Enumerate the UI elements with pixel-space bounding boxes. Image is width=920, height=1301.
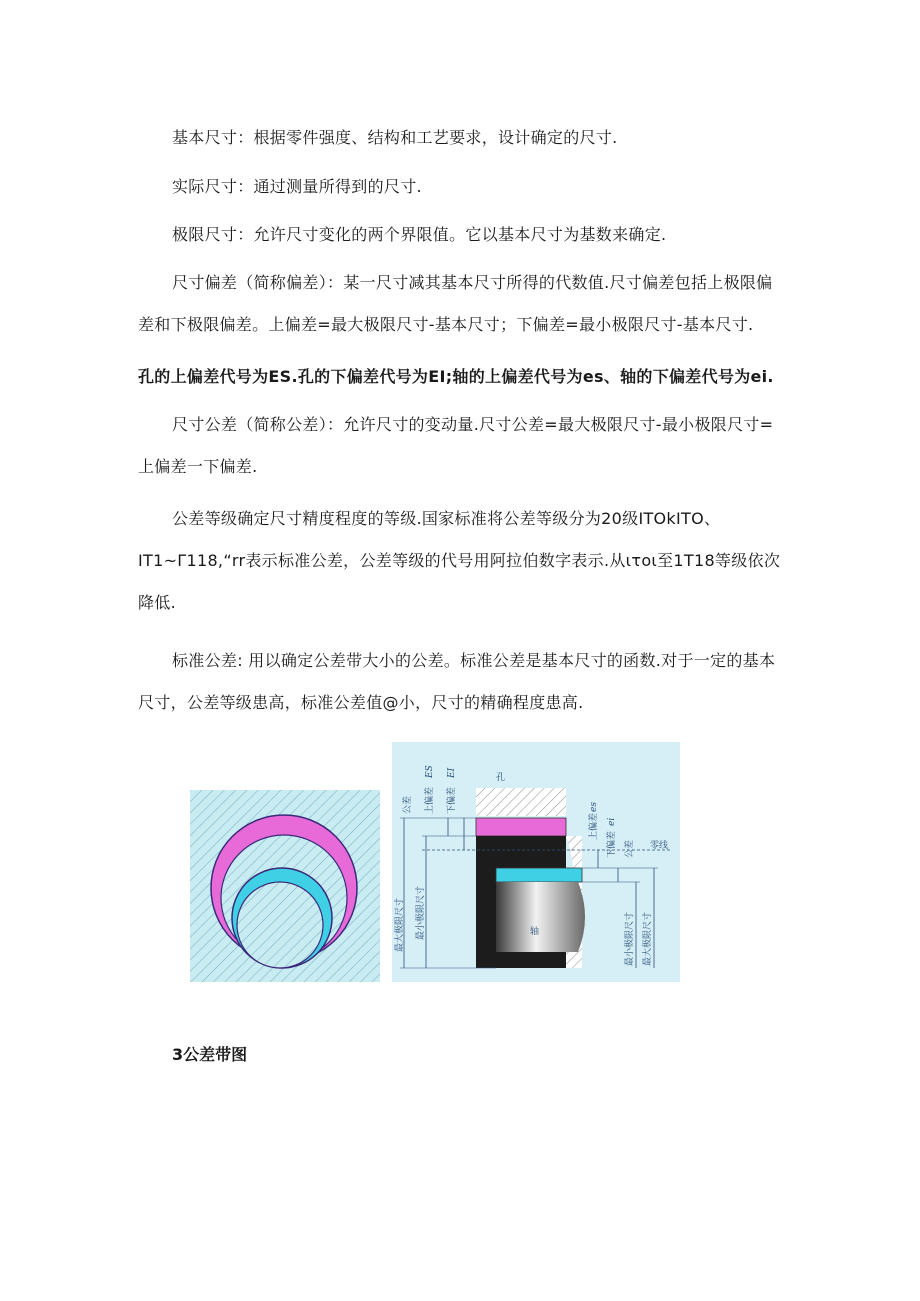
paragraph-tolerance-grade: 公差等级确定尺寸精度程度的等级.国家标准将公差等级分为20级ITOkITO、IT1~Γ118,“rr表示标准公差，公差等级的代号用阿拉伯数字表示.从ιτoι至1T18等级依次降低. — [138, 509, 781, 612]
shaft-tolerance-band — [496, 868, 582, 882]
paragraph-size-tolerance: 尺寸公差（简称公差）：允许尺寸的变动量.尺寸公差=最大极限尺寸-最小极限尺寸=上偏差一下偏差. — [138, 415, 774, 476]
hole-tolerance-band — [476, 818, 566, 836]
paragraph-size-deviation: 尺寸偏差（简称偏差）：某一尺寸减其基本尺寸所得的代数值.尺寸偏差包括上极限偏差和下极限偏差。上偏差=最大极限尺寸-基本尺寸；下偏差=最小极限尺寸-基本尺寸. — [138, 273, 773, 334]
tolerance-diagram-figure — [392, 742, 680, 982]
left-max-limit-label: 最大极限尺寸 — [395, 897, 405, 952]
shaft-body — [496, 882, 585, 952]
shaft-inner-circle — [237, 882, 323, 968]
hole-hatched-area — [476, 788, 566, 816]
ei-label: ei — [607, 817, 617, 826]
EI-label: EI — [447, 767, 457, 778]
paragraph-standard-tolerance: 标准公差: 用以确定公差带大小的公差。标准公差是基本尺寸的函数.对于一定的基本尺寸，公差等级患高，标准公差值@小，尺寸的精确程度患高. — [138, 651, 776, 712]
right-upper-dev-label: 上偏差 — [589, 812, 599, 840]
shaft-label: 轴 — [530, 927, 540, 937]
left-lower-dev-label: 下偏差 — [447, 786, 457, 814]
left-upper-dev-label: 上偏差 — [425, 786, 435, 814]
left-min-limit-label: 最小极限尺寸 — [416, 885, 426, 940]
ES-label: ES — [425, 765, 435, 778]
paragraph-basic-size: 基本尺寸：根据零件强度、结构和工艺要求，设计确定的尺寸. — [172, 128, 618, 147]
right-tolerance-label: 公差 — [625, 839, 635, 858]
paragraph-actual-size: 实际尺寸：通过测量所得到的尺寸. — [172, 177, 422, 196]
right-lower-dev-label: 下偏差 — [607, 830, 617, 858]
paragraph-deviation-codes: 孔的上偏差代号为ES.孔的下偏差代号为EI;轴的上偏差代号为es、轴的下偏差代号为ei. — [138, 367, 774, 386]
section-heading: 3公差带图 — [172, 1045, 248, 1064]
zero-line-label: 零线 — [650, 841, 669, 851]
es-label: es — [589, 802, 599, 812]
hole-label: 孔 — [496, 773, 506, 783]
right-min-limit-label: 最小极限尺寸 — [625, 911, 635, 966]
paragraph-limit-size: 极限尺寸：允许尺寸变化的两个界限值。它以基本尺寸为基数来确定. — [172, 225, 667, 244]
right-max-limit-label: 最大极限尺寸 — [643, 911, 653, 966]
left-tolerance-label: 公差 — [403, 795, 413, 814]
hole-shaft-circles-figure — [190, 790, 380, 982]
